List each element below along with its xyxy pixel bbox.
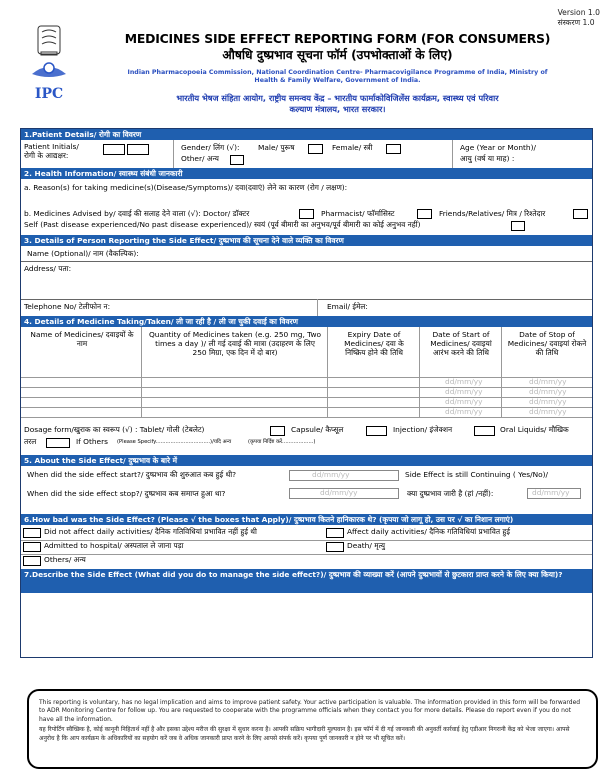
disclaimer-box	[27, 689, 598, 769]
form-title-hindi: औषधि दुष्प्रभाव सूचना फॉर्म (उपभोक्ताओं के लिए)	[222, 48, 453, 62]
column-start-date: Date of Start of Medicines/ दवाइयां आरंभ करने की तिथि	[430, 330, 492, 357]
injection-label: Injection/ इंजेक्शन	[393, 425, 453, 434]
report-form	[20, 128, 593, 658]
address-label: Address/ पता:	[24, 264, 72, 273]
female-checkbox[interactable]	[386, 144, 401, 154]
no-effect-label: Did not affect daily activities/ दैनिक गतिविधियां प्रभावित नहीं हुई थी	[44, 527, 257, 536]
oral-liquids-label: Oral Liquids/ मौखिक	[500, 425, 569, 434]
column-quantity: Quantity of Medicines taken (e.g. 250 mg, Two times a day )/ ली गई दवाई की मात्रा (उदाहरण के लिए 250 मिग्रा, एक दिन में दो बार)	[148, 330, 322, 357]
death-label: Death/ मृत्यु	[347, 541, 386, 550]
stop-date-3[interactable]: dd/mm/yy	[529, 397, 567, 406]
emblem-icon	[24, 24, 74, 104]
institution-name-hindi: भारतीय भेषज संहिता आयोग, राष्ट्रीय समन्वय केंद्र – भारतीय फार्माकोविजिलेंस कार्यक्रम, स्वास्थ्य एवं परिवार कल्याण मंत्रालय, भारत सरकार।	[176, 93, 499, 114]
form-title: MEDICINES SIDE EFFECT REPORTING FORM (FOR CONSUMERS)	[124, 31, 551, 46]
gender-label: Gender/ लिंग (√):	[181, 143, 240, 152]
patient-initials-label-hindi: रोगी के आद्यक्षर:	[24, 151, 69, 160]
hospital-label: Admitted to hospital/ अस्पताल ले जाना पड़ा	[44, 541, 184, 550]
section-6-header: 6.How bad was the Side Effect? (Please √ the boxes that Apply)/ दुष्प्रभाव कितने हानिकारक थे? (कृपया जो लागू हो, उस पर √ का निशान लगाएं)	[21, 514, 592, 525]
pharmacist-checkbox[interactable]	[417, 209, 432, 219]
age-label: Age (Year or Month)/	[460, 143, 536, 152]
other-gender-checkbox[interactable]	[230, 155, 244, 165]
doctor-checkbox[interactable]	[299, 209, 314, 219]
reason-label: a. Reason(s) for taking medicine(s)(Disease/Symptoms)/ दवा(दवाएं) लेने का कारण (रोग / लक्षण):	[24, 183, 348, 192]
female-label: Female/ स्त्री	[332, 143, 373, 152]
if-others-label: If Others	[76, 437, 108, 446]
others-severity-label: Others/ अन्य	[44, 555, 86, 564]
disclaimer-hindi: यह रिपोर्टिंग स्वैच्छिक है, कोई कानूनी निहितार्थ नहीं है और इसका उद्देश्य मरीज की सुरक्षा में सुधार करना है। आपकी सक्रिय भागीदारी मूल्यवान है। इस फॉर्म में दी गई जानकारी की अनुवर्ती कार्रवाई हेतु एडीआर निगरानी केंद्र को भेजा जाएगा। आपसे अनुरोध है कि आप कार्यक्रम के अधिकारियों का सहयोग करें जब वे अधिक जानकारी प्राप्त करने के लिए आपसे संपर्क करें। कृपया पूर्ण जानकारी न होने पर भी सूचित करें।	[39, 726, 570, 742]
other-gender-label: Other/ अन्य	[181, 154, 219, 163]
taral-label: तरल	[24, 437, 37, 446]
side-effect-stop-field[interactable]	[289, 488, 399, 499]
disclaimer-english: This reporting is voluntary, has no legal implication and aims to improve patient safety. Your active participation is valuable. The information provided in this form will be forwarded to ADR Monitoring Centre for follow up. You are requested to cooperate with the programme officials when they contact you for more details. Please do report even if you do not have all the information.	[39, 699, 581, 723]
section-1-header: 1.Patient Details/ रोगी का विवरण	[21, 129, 592, 140]
continuing-label: Side Effect is still Continuing ( Yes/No)/	[405, 470, 549, 479]
start-date-2[interactable]: dd/mm/yy	[445, 387, 483, 396]
continuing-placeholder: dd/mm/yy	[532, 488, 570, 497]
continuing-field[interactable]	[527, 488, 581, 499]
start-date-placeholder: dd/mm/yy	[312, 470, 350, 479]
patient-initials-label: Patient Initials/	[24, 142, 79, 151]
advised-by-label: b. Medicines Advised by/ दवाई की सलाह देने वाला (√): Doctor/ डॉक्टर	[24, 209, 250, 218]
pharmacist-label: Pharmacist/ फॉर्मासिस्ट	[321, 209, 395, 218]
column-medicine-name: Name of Medicines/ दवाइयों के नाम	[30, 330, 134, 348]
side-effect-start-label: When did the side effect start?/ दुष्प्रभाव की शुरुआत कब हुई थी?	[27, 470, 237, 479]
friends-label: Friends/Relatives/ मित्र / रिश्तेदार	[439, 209, 546, 218]
injection-checkbox[interactable]	[474, 426, 495, 436]
section-7-header: 7.Describe the Side Effect (What did you do to manage the side effect?)/ दुष्प्रभाव की व्याख्या करें (आपने दुष्प्रभावों से छुटकारा प्राप्त करने के लिए क्या किया)?	[21, 569, 592, 593]
stop-date-1[interactable]: dd/mm/yy	[529, 377, 567, 386]
initials-box-1[interactable]	[103, 144, 125, 155]
start-date-4[interactable]: dd/mm/yy	[445, 407, 483, 416]
email-label: Email/ ईमेल:	[327, 302, 368, 311]
version-en: Version 1.0	[557, 8, 600, 17]
start-date-1[interactable]: dd/mm/yy	[445, 377, 483, 386]
self-label: Self (Past disease experienced/No past disease experienced)/ स्वयं (पूर्व बीमारी का अनुभव/पूर्व बीमारी का कोई अनुभव नहीं)	[24, 220, 421, 229]
reporter-name-label: Name (Optional)/ नाम (वैकल्पिक):	[27, 249, 139, 258]
column-stop-date: Date of Stop of Medicines/ दवाइयां रोकने की तिथि	[507, 330, 587, 357]
age-label-hindi: आयु (वर्ष या माह) :	[460, 154, 515, 163]
friends-checkbox[interactable]	[573, 209, 588, 219]
stop-date-placeholder: dd/mm/yy	[320, 488, 358, 497]
stop-date-4[interactable]: dd/mm/yy	[529, 407, 567, 416]
others-specify-label: (Please Specify.................................)/यदि अन्य	[117, 439, 232, 445]
start-date-3[interactable]: dd/mm/yy	[445, 397, 483, 406]
hospital-checkbox[interactable]	[23, 542, 41, 552]
dosage-form-label: Dosage form/खुराक का स्वरूप (√) : Tablet/ गोली (टेबलेट)	[24, 425, 205, 434]
affect-checkbox[interactable]	[326, 528, 344, 538]
self-checkbox[interactable]	[511, 221, 525, 231]
capsule-checkbox[interactable]	[366, 426, 387, 436]
capsule-label: Capsule/ कैप्सूल	[291, 425, 344, 434]
male-checkbox[interactable]	[308, 144, 323, 154]
section-5-header: 5. About the Side Effect/ दुष्प्रभाव के बारे में	[21, 455, 592, 466]
column-expiry-date: Expiry Date of Medicines/ दवा के निष्क्रिय होने की तिथि	[344, 330, 404, 357]
version-hi: संस्करण 1.0	[557, 18, 595, 28]
initials-box-2[interactable]	[127, 144, 149, 155]
others-specify-hindi: (कृपया निर्दिष्ट करें...................)	[248, 439, 316, 445]
side-effect-start-field[interactable]	[289, 470, 399, 481]
section-2-header: 2. Health Information/ स्वास्थ्य संबंधी जानकारी	[21, 168, 592, 179]
oral-liquid-checkbox[interactable]	[46, 438, 70, 448]
continuing-label-hindi: क्या दुष्प्रभाव जारी है (हां /नहीं):	[407, 489, 494, 498]
section-3-header: 3. Details of Person Reporting the Side Effect/ दुष्प्रभाव की सूचना देने वाले व्यक्ति का विवरण	[21, 235, 592, 246]
death-checkbox[interactable]	[326, 542, 344, 552]
ipc-logo	[24, 24, 74, 104]
section-4-header: 4. Details of Medicine Taking/Taken/ ली जा रही है / ली जा चुकी दवाई का विवरण	[21, 316, 592, 327]
male-label: Male/ पुरूष	[258, 143, 295, 152]
side-effect-stop-label: When did the side effect stop?/ दुष्प्रभाव कब समाप्त हुआ था?	[27, 489, 226, 498]
no-effect-checkbox[interactable]	[23, 528, 41, 538]
telephone-label: Telephone No/ टेलीफोन न:	[24, 302, 111, 311]
others-severity-checkbox[interactable]	[23, 556, 41, 566]
tablet-checkbox[interactable]	[270, 426, 285, 436]
institution-name: Indian Pharmacopoeia Commission, National Coordination Centre- Pharmacovigilance Programme of India, Ministry of Health & Family Welfare, Government of India.	[127, 69, 548, 85]
version-label	[558, 8, 600, 29]
affect-label: Affect daily activities/ दैनिक गतिविधियां प्रभावित हुई	[347, 527, 510, 536]
side-effect-description-field[interactable]	[21, 593, 592, 658]
stop-date-2[interactable]: dd/mm/yy	[529, 387, 567, 396]
logo-text: IPC	[34, 86, 64, 102]
